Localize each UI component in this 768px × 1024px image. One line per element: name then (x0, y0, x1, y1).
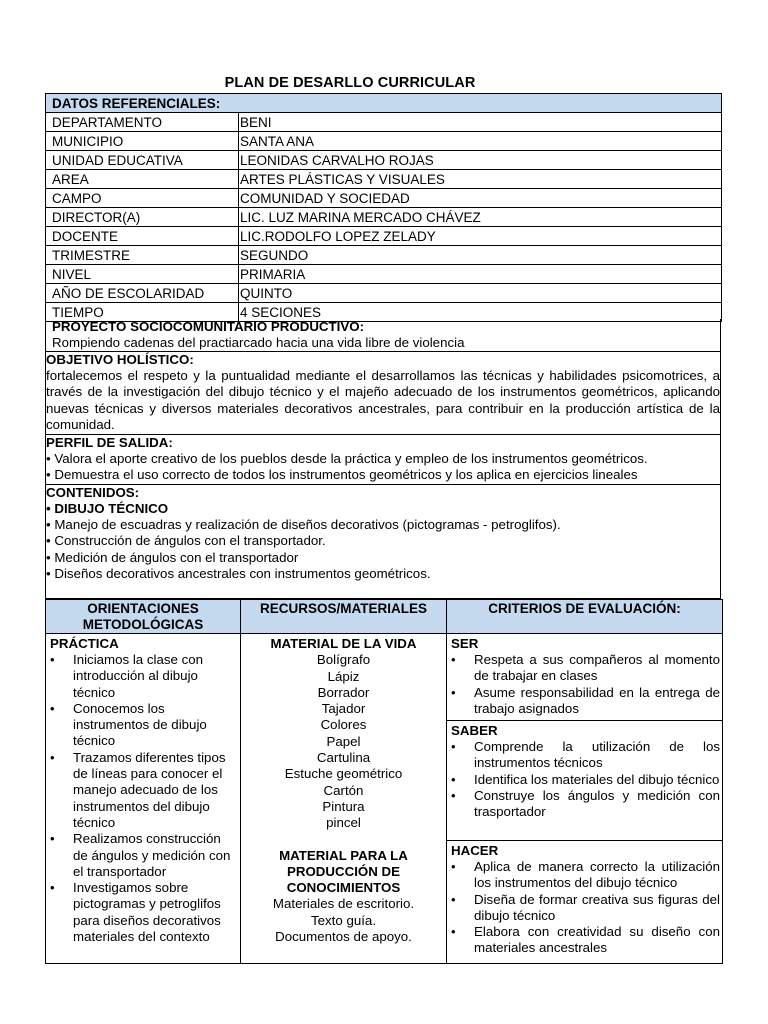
referential-value: COMUNIDAD Y SOCIEDAD (239, 189, 722, 208)
saber-item: • Identifica los materiales del dibujo técnico (449, 772, 720, 788)
referential-value: ARTES PLÁSTICAS Y VISUALES (239, 170, 722, 189)
referential-value: LEONIDAS CARVALHO ROJAS (239, 151, 722, 170)
referential-key: TIEMPO (46, 303, 239, 322)
criteria-ser (447, 634, 722, 721)
practice-item: • Investigamos sobre pictogramas y petroglifos para diseños decorativos materiales del contexto (48, 880, 238, 945)
ser-item: • Asume responsabilidad en la entrega de trabajo asignados (449, 685, 720, 718)
referential-row (46, 246, 722, 265)
document-title: PLAN DE DESARLLO CURRICULAR (224, 75, 476, 91)
contents-item: • Diseños decorativos ancestrales con instrumentos geométricos. (46, 566, 431, 582)
referential-key: DOCENTE (46, 227, 239, 246)
objective-heading: OBJETIVO HOLÍSTICO: (46, 352, 194, 367)
referential-key: UNIDAD EDUCATIVA (46, 151, 239, 170)
exit-profile-item: • Valora el aporte creativo de los pueblos desde la práctica y empleo de los instrumentos geométricos. (46, 451, 648, 466)
life-material-item: Lápiz (327, 668, 360, 684)
resources-cell (241, 634, 447, 964)
referential-key: TRIMESTRE (46, 246, 239, 265)
practice-item: • Iniciamos la clase con introducción al dibujo técnico (48, 652, 238, 701)
referential-row (46, 284, 722, 303)
column-header-orientaciones: ORIENTACIONES METODOLÓGICAS (46, 600, 241, 634)
production-material-heading: MATERIAL PARA LA PRODUCCIÓN DE CONOCIMIENTOS (279, 847, 408, 896)
practice-item: • Conocemos los instrumentos de dibujo técnico (48, 701, 238, 750)
practice-cell (46, 634, 241, 964)
referential-row (46, 170, 722, 189)
referential-data-header: DATOS REFERENCIALES: (46, 94, 722, 113)
referential-data-table (45, 93, 722, 322)
hacer-item: • Elabora con creatividad su diseño con materiales ancestrales (449, 924, 720, 957)
practice-item: • Trazamos diferentes tipos de líneas para conocer el manejo adecuado de los instrumentos del dibujo técnico (48, 750, 238, 831)
column-header-criterios: CRITERIOS DE EVALUACIÓN: (447, 600, 723, 634)
referential-value: SANTA ANA (239, 132, 722, 151)
production-material-item: Texto guía. (310, 912, 377, 928)
referential-value: QUINTO (239, 284, 722, 303)
contents-item: • Medición de ángulos con el transportador (46, 549, 299, 565)
ser-heading: SER (451, 636, 479, 651)
life-material-item: Cartulina (316, 750, 371, 766)
referential-key: AÑO DE ESCOLARIDAD (46, 284, 239, 303)
referential-value: PRIMARIA (239, 265, 722, 284)
exit-profile-item: • Demuestra el uso correcto de todos los instrumentos geométricos y los aplica en ejercicios lineales (46, 467, 638, 483)
life-material-item: Pintura (322, 798, 365, 814)
saber-item: • Construye los ángulos y medición con trasportador (449, 788, 720, 821)
objective-text: fortalecemos el respeto y la puntualidad mediante el desarrollamos las técnicas y habilidades psicomotrices, a través de la investigación del dibujo técnico y el majeño adecuado de los instrumentos geométricos, aplicando nuevas técnicas y diversos materiales decorativos ancestrales, para contribuir en la producción artística de la comunidad. (46, 368, 720, 433)
referential-row (46, 132, 722, 151)
referential-key: DEPARTAMENTO (46, 113, 239, 132)
referential-value: BENI (239, 113, 722, 132)
contents-subheading: • DIBUJO TÉCNICO (46, 501, 169, 516)
exit-profile-section (45, 435, 721, 485)
life-material-item: Tajador (321, 701, 366, 717)
referential-key: MUNICIPIO (46, 132, 239, 151)
referential-row (46, 113, 722, 132)
contents-heading: CONTENIDOS: (46, 485, 140, 500)
production-material-item: Documentos de apoyo. (275, 929, 412, 945)
referential-row (46, 208, 722, 227)
saber-heading: SABER (451, 723, 498, 738)
exit-profile-heading: PERFIL DE SALIDA: (46, 435, 173, 450)
referential-value: SEGUNDO (239, 246, 722, 265)
project-text: Rompiendo cadenas del practiarcado hacia una vida libre de violencia (52, 335, 465, 350)
life-material-item: Papel (326, 733, 361, 749)
life-material-item: Borrador (317, 684, 370, 700)
criteria-cell (447, 634, 723, 964)
hacer-heading: HACER (451, 843, 499, 858)
project-section (45, 319, 721, 352)
referential-value: LIC. LUZ MARINA MERCADO CHÁVEZ (239, 208, 722, 227)
life-material-item: Estuche geométrico (284, 766, 403, 782)
referential-key: DIRECTOR(A) (46, 208, 239, 227)
practice-list (48, 652, 238, 945)
practice-item: • Realizamos construcción de ángulos y medición con el transportador (48, 831, 238, 880)
life-material-heading: MATERIAL DE LA VIDA (270, 636, 417, 651)
saber-item: • Comprende la utilización de los instrumentos técnicos (449, 739, 720, 772)
ser-item: • Respeta a sus compañeros al momento de trabajar en clases (449, 652, 720, 685)
referential-key: CAMPO (46, 189, 239, 208)
project-heading: PROYECTO SOCIOCOMUNITARIO PRODUCTIVO: (52, 319, 364, 334)
column-header-recursos: RECURSOS/MATERIALES (241, 600, 447, 634)
life-material-item: pincel (326, 815, 361, 831)
referential-key: AREA (46, 170, 239, 189)
referential-row (46, 151, 722, 170)
referential-key: NIVEL (46, 265, 239, 284)
referential-row (46, 265, 722, 284)
criteria-hacer (447, 841, 722, 959)
referential-row (46, 189, 722, 208)
production-material-item: Materiales de escritorio. (272, 896, 415, 912)
hacer-item: • Aplica de manera correcto la utilización los instrumentos del dibujo técnico (449, 859, 720, 892)
referential-value: LIC.RODOLFO LOPEZ ZELADY (239, 227, 722, 246)
life-material-item: Cartón (323, 782, 364, 798)
contents-item: • Manejo de escuadras y realización de diseños decorativos (pictogramas - petroglifos). (46, 517, 561, 532)
criteria-saber (447, 721, 722, 841)
referential-row (46, 227, 722, 246)
contents-section (45, 485, 721, 599)
contents-item: • Construcción de ángulos con el transportador. (46, 533, 326, 549)
referential-value: 4 SECIONES (239, 303, 722, 322)
life-material-item: Colores (320, 717, 367, 733)
life-material-item: Bolígrafo (316, 652, 371, 668)
objective-section (45, 352, 721, 435)
methodology-table (45, 599, 723, 964)
practice-heading: PRÁCTICA (50, 636, 119, 651)
hacer-item: • Diseña de formar creativa sus figuras del dibujo técnico (449, 892, 720, 925)
resources-list (243, 636, 444, 945)
